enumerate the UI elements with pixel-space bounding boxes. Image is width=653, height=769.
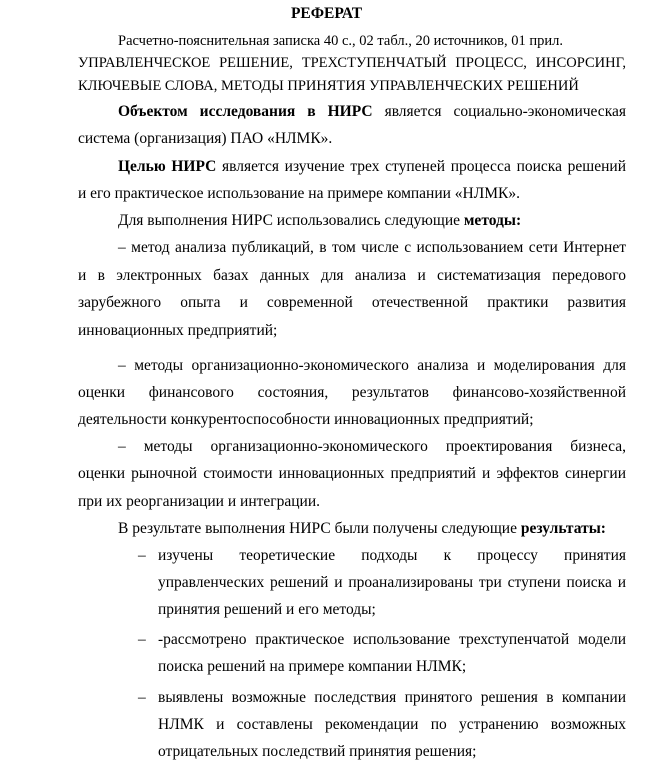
summary-line: Расчетно-пояснительная записка 40 с., 02 табл., 20 источников, 01 прил.: [118, 33, 564, 49]
result-1-line-3: принятия решений и его методы;: [158, 601, 376, 618]
goal-paragraph-line-1: [118, 157, 626, 177]
goal-text: является изучение трех ступеней процесса поиска решений: [216, 158, 626, 175]
keywords-line-1: УПРАВЛЕНЧЕСКОЕ РЕШЕНИЕ, ТРЕХСТУПЕНЧАТЫЙ ПРОЦЕСС, ИНСОРСИНГ,: [78, 55, 626, 71]
results-intro: [118, 519, 626, 539]
result-3-line-1: выявлены возможные последствия принятого решения в компании: [158, 689, 626, 706]
method-3-line-3: при их реорганизации и интеграции.: [78, 493, 321, 510]
method-2-line-3: деятельности конкурентоспособности инновационных предприятий;: [78, 411, 534, 428]
method-2-line-2: оценки финансового состояния, результатов финансово-хозяйственной: [78, 384, 626, 401]
keywords-line-2: КЛЮЧЕВЫЕ СЛОВА, МЕТОДЫ ПРИНЯТИЯ УПРАВЛЕНЧЕСКИХ РЕШЕНИЙ: [78, 78, 579, 94]
result-1-line-1: изучены теоретические подходы к процессу принятия: [158, 547, 626, 564]
methods-intro-text: Для выполнения НИРС использовались следующие: [118, 212, 464, 229]
result-3-line-2: НЛМК и составлены рекомендации по устранению возможных: [158, 716, 626, 733]
goal-paragraph-line-2: и его практическое использование на примере компании «НЛМК».: [78, 185, 521, 202]
method-1-line-2: и в электронных базах данных для анализа и систематизация передового: [78, 267, 626, 284]
method-1-line-3: зарубежного опыта и современной отечественной практики развития: [78, 294, 626, 311]
result-2-line-1: -рассмотрено практическое использование трехступенчатой модели: [158, 631, 626, 648]
method-1-line-1: – метод анализа публикаций, в том числе с использованием сети Интернет: [118, 239, 626, 256]
results-intro-text: В результате выполнения НИРС были получены следующие: [118, 520, 521, 537]
result-2-line-2: поиска решений на примере компании НЛМК;: [158, 658, 467, 675]
methods-intro: [118, 211, 626, 231]
object-paragraph-line-2: система (организация) ПАО «НЛМК».: [78, 130, 333, 147]
result-3-dash: –: [138, 689, 146, 706]
result-1-line-2: управленческих решений и проанализированы три ступени поиска и: [158, 574, 626, 591]
method-3-line-1: – методы организационно-экономического проектирования бизнеса,: [118, 438, 626, 455]
goal-label: Целью НИРС: [118, 158, 217, 175]
method-2-line-1: – методы организационно-экономического анализа и моделирования для: [118, 357, 626, 374]
methods-label: методы:: [463, 212, 522, 229]
object-text: является социально-экономическая: [372, 103, 626, 120]
object-label: Объектом исследования в НИРС: [118, 103, 373, 120]
result-3-line-3: отрицательных последствий принятия решения;: [158, 743, 477, 760]
result-1-dash: –: [138, 547, 146, 564]
method-1-line-4: инновационных предприятий;: [78, 322, 278, 339]
object-paragraph-line-1: [118, 102, 626, 122]
results-label: результаты:: [520, 520, 606, 537]
page-title: РЕФЕРАТ: [290, 5, 363, 22]
method-3-line-2: оценки рыночной стоимости инновационных предприятий и эффектов синергии: [78, 465, 626, 482]
result-2-dash: –: [138, 631, 146, 648]
